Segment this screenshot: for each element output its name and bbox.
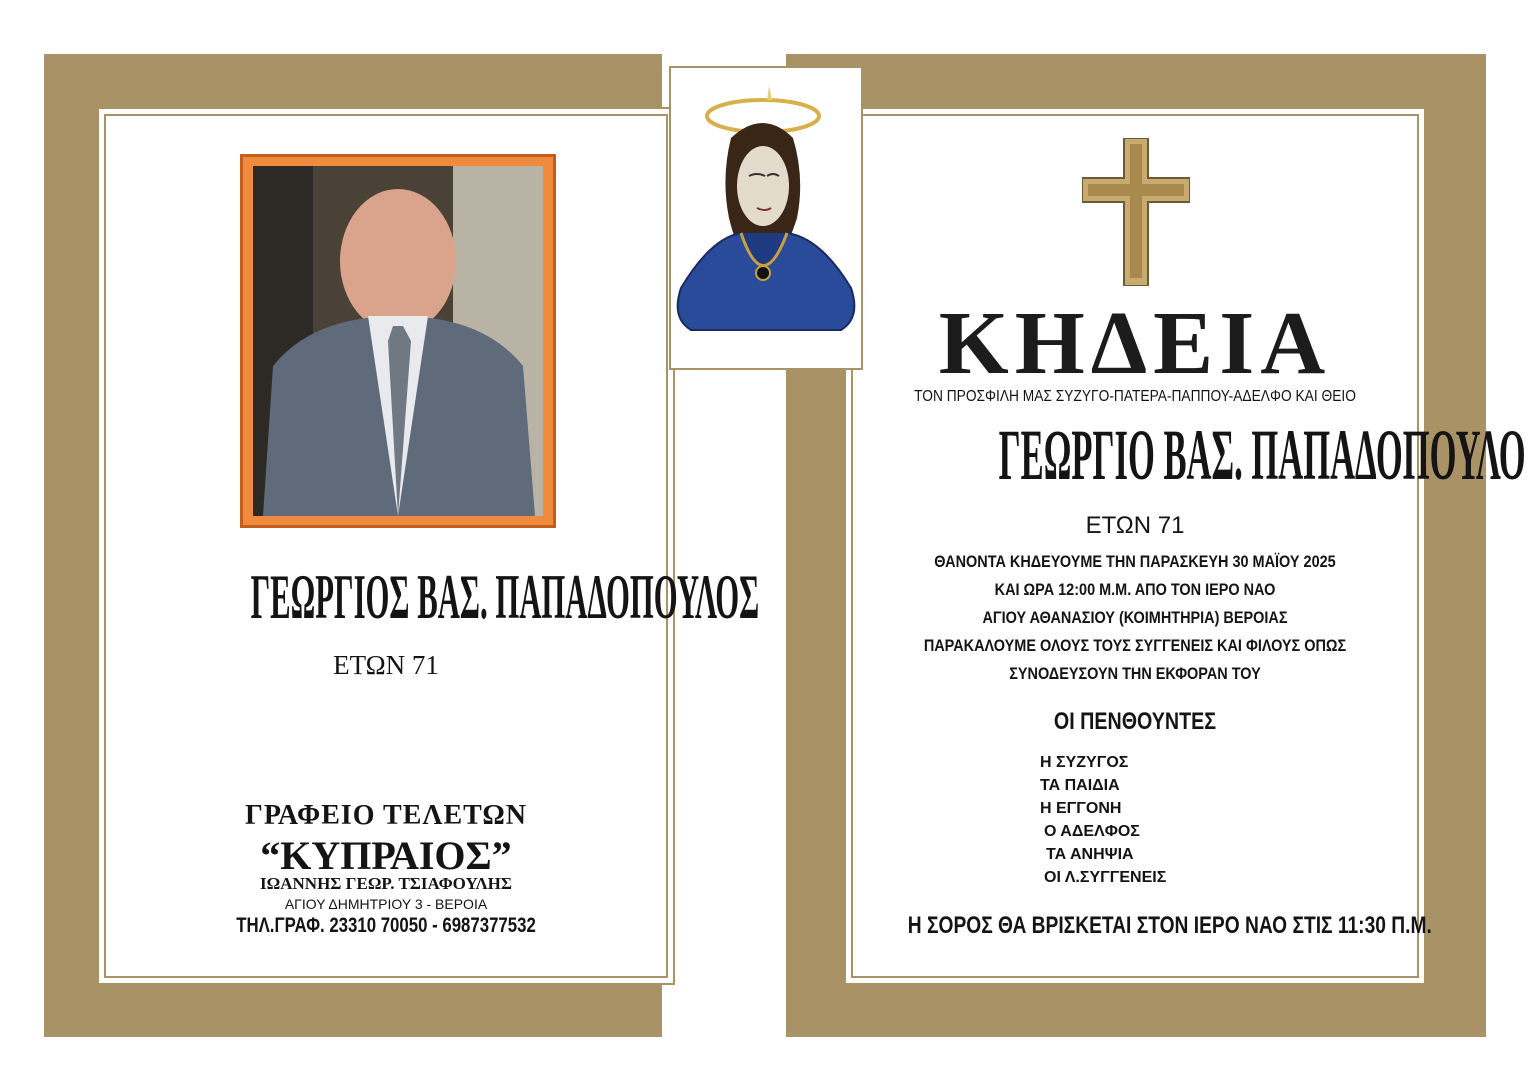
- mourner-item: ΤΑ ΑΝΗΨΙΑ: [1046, 846, 1134, 863]
- madonna-icon: [669, 66, 863, 370]
- funeral-office-address: ΑΓΙΟΥ ΔΗΜΗΤΡΙΟΥ 3 - ΒΕΡΟΙΑ: [284, 896, 488, 912]
- footer-note: Η ΣΟΡΟΣ ΘΑ ΒΡΙΣΚΕΤΑΙ ΣΤΟΝ ΙΕΡΟ ΝΑΟ ΣΤΙΣ 11:30 Π.Μ.: [907, 912, 1432, 939]
- detail-line: ΚΑΙ ΩΡΑ 12:00 Μ.Μ. ΑΠΟ ΤΟΝ ΙΕΡΟ ΝΑΟ: [994, 580, 1276, 599]
- intro-line: ΤΟΝ ΠΡΟΣΦΙΛΗ ΜΑΣ ΣΥΖΥΓΟ-ΠΑΤΕΡΑ-ΠΑΠΠΟΥ-ΑΔΕΛΦΟ ΚΑΙ ΘΕΙΟ: [914, 388, 1356, 405]
- funeral-heading: ΚΗΔΕΙΑ: [938, 294, 1332, 393]
- detail-line: ΣΥΝΟΔΕΥΣΟΥΝ ΤΗΝ ΕΚΦΟΡΑΝ ΤΟΥ: [1009, 664, 1261, 683]
- mourner-item: ΤΑ ΠΑΙΔΙΑ: [1040, 777, 1120, 794]
- mourner-item: Η ΕΓΓΟΝΗ: [1040, 800, 1122, 817]
- funeral-office-title: ΓΡΑΦΕΙΟ ΤΕΛΕΤΩΝ: [245, 800, 527, 831]
- detail-line: ΘΑΝΟΝΤΑ ΚΗΔΕΥΟΥΜΕ ΤΗΝ ΠΑΡΑΣΚΕΥΗ 30 ΜΑΪΟΥ 2025: [934, 552, 1336, 571]
- cross-icon: [1082, 138, 1190, 286]
- funeral-office-phones: ΤΗΛ.ΓΡΑΦ. 23310 70050 - 6987377532: [236, 914, 536, 937]
- portrait-photo: [240, 154, 556, 528]
- mourners-title: ΟΙ ΠΕΝΘΟΥΝΤΕΣ: [1053, 708, 1217, 735]
- detail-line: ΑΓΙΟΥ ΑΘΑΝΑΣΙΟΥ (ΚΟΙΜΗΤΗΡΙΑ) ΒΕΡΟΙΑΣ: [982, 608, 1288, 627]
- left-age: ΕΤΩΝ 71: [333, 650, 439, 680]
- funeral-office-owner: ΙΩΑΝΝΗΣ ΓΕΩΡ. ΤΣΙΑΦΟΥΛΗΣ: [260, 874, 512, 893]
- mourner-item: Ο ΑΔΕΛΦΟΣ: [1044, 823, 1140, 840]
- mourner-item: ΟΙ Λ.ΣΥΓΓΕΝΕΙΣ: [1044, 869, 1167, 886]
- funeral-office-brand: “ΚΥΠΡΑΙΟΣ”: [260, 833, 512, 878]
- left-name: ΓΕΩΡΓΙΟΣ ΒΑΣ. ΠΑΠΑΔΟΠΟΥΛΟΣ: [250, 561, 760, 632]
- right-name: ΓΕΩΡΓΙΟ ΒΑΣ. ΠΑΠΑΔΟΠΟΥΛΟ: [998, 415, 1526, 495]
- detail-line: ΠΑΡΑΚΑΛΟΥΜΕ ΟΛΟΥΣ ΤΟΥΣ ΣΥΓΓΕΝΕΙΣ ΚΑΙ ΦΙΛΟΥΣ ΟΠΩΣ: [923, 636, 1347, 655]
- mourner-item: Η ΣΥΖΥΓΟΣ: [1040, 754, 1129, 771]
- right-age: ΕΤΩΝ 71: [1085, 512, 1185, 539]
